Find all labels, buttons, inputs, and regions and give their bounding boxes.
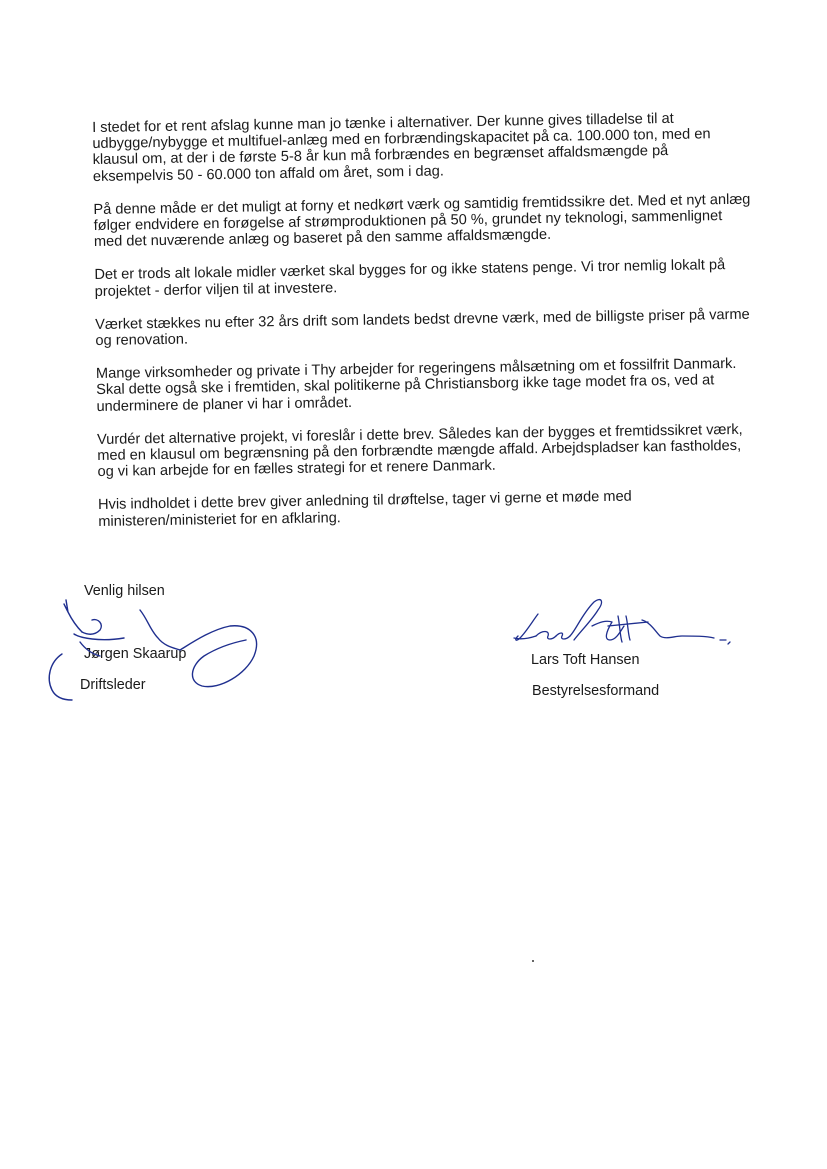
paragraph-6: Vurdér det alternative projekt, vi foreslår i dette brev. Således kan der bygges et fremtidssikret værk, med en klausul om begrænsning på den forbrændte mængde affald. Arbejdspladser kan fastholdes, og vi kan arbejde for en fælles strategi for et renere Danmark.	[96, 421, 743, 481]
paragraph-7: Hvis indholdet i dette brev giver anledning til drøftelse, tager vi gerne et møde med ministeren/ministeriet for en afklaring.	[97, 489, 632, 530]
signatory-title-left: Driftsleder	[80, 677, 146, 693]
signatory-title-right: Bestyrelsesformand	[532, 683, 660, 699]
paragraph-1: I stedet for et rent afslag kunne man jo tænke i alternativer. Der kunne gives tilladelse til at udbygge/nybygge et multifuel-anlæg med en forbrændingskapacitet på ca. 100.000 ton, med en klausul om, at der i de første 5-8 år kun må forbrændes en begrænset affaldsmængde på eksempelvis 50 - 60.000 ton affald om året, som i dag.	[92, 110, 711, 185]
signatory-name-right: Lars Toft Hansen	[531, 652, 640, 668]
paragraph-2: På denne måde er det muligt at forny et nedkørt værk og samtidig fremtidssikre det. Med et nyt anlæg følger endvidere en forøgelse af strømproduktionen på 50 %, grundet ny teknologi, sammenlignet med det nuværende anlæg og baseret på den samme affaldsmængde.	[93, 191, 751, 251]
scan-speck	[532, 960, 534, 962]
signatory-name-left: Jørgen Skaarup	[84, 646, 187, 662]
closing-salutation: Venlig hilsen	[84, 583, 165, 599]
handwritten-signature-left	[40, 590, 270, 710]
handwritten-signature-right	[508, 592, 738, 662]
paragraph-4: Værket stækkes nu efter 32 års drift som landets bedst drevne værk, med de billigste priser på varme og renovation.	[95, 306, 750, 350]
paragraph-3: Det er trods alt lokale midler værket skal bygges for og ikke statens penge. Vi tror nemlig lokalt på projektet - derfor viljen til at investere.	[94, 257, 726, 300]
letter-body	[92, 110, 759, 547]
paragraph-5: Mange virksomheder og private i Thy arbejder for regeringens målsætning om et fossilfrit Danmark. Skal dette også ske i fremtiden, skal politikerne på Christiansborg ikke tage modet fra os, ved at underminere de planer vi har i området.	[95, 356, 737, 415]
